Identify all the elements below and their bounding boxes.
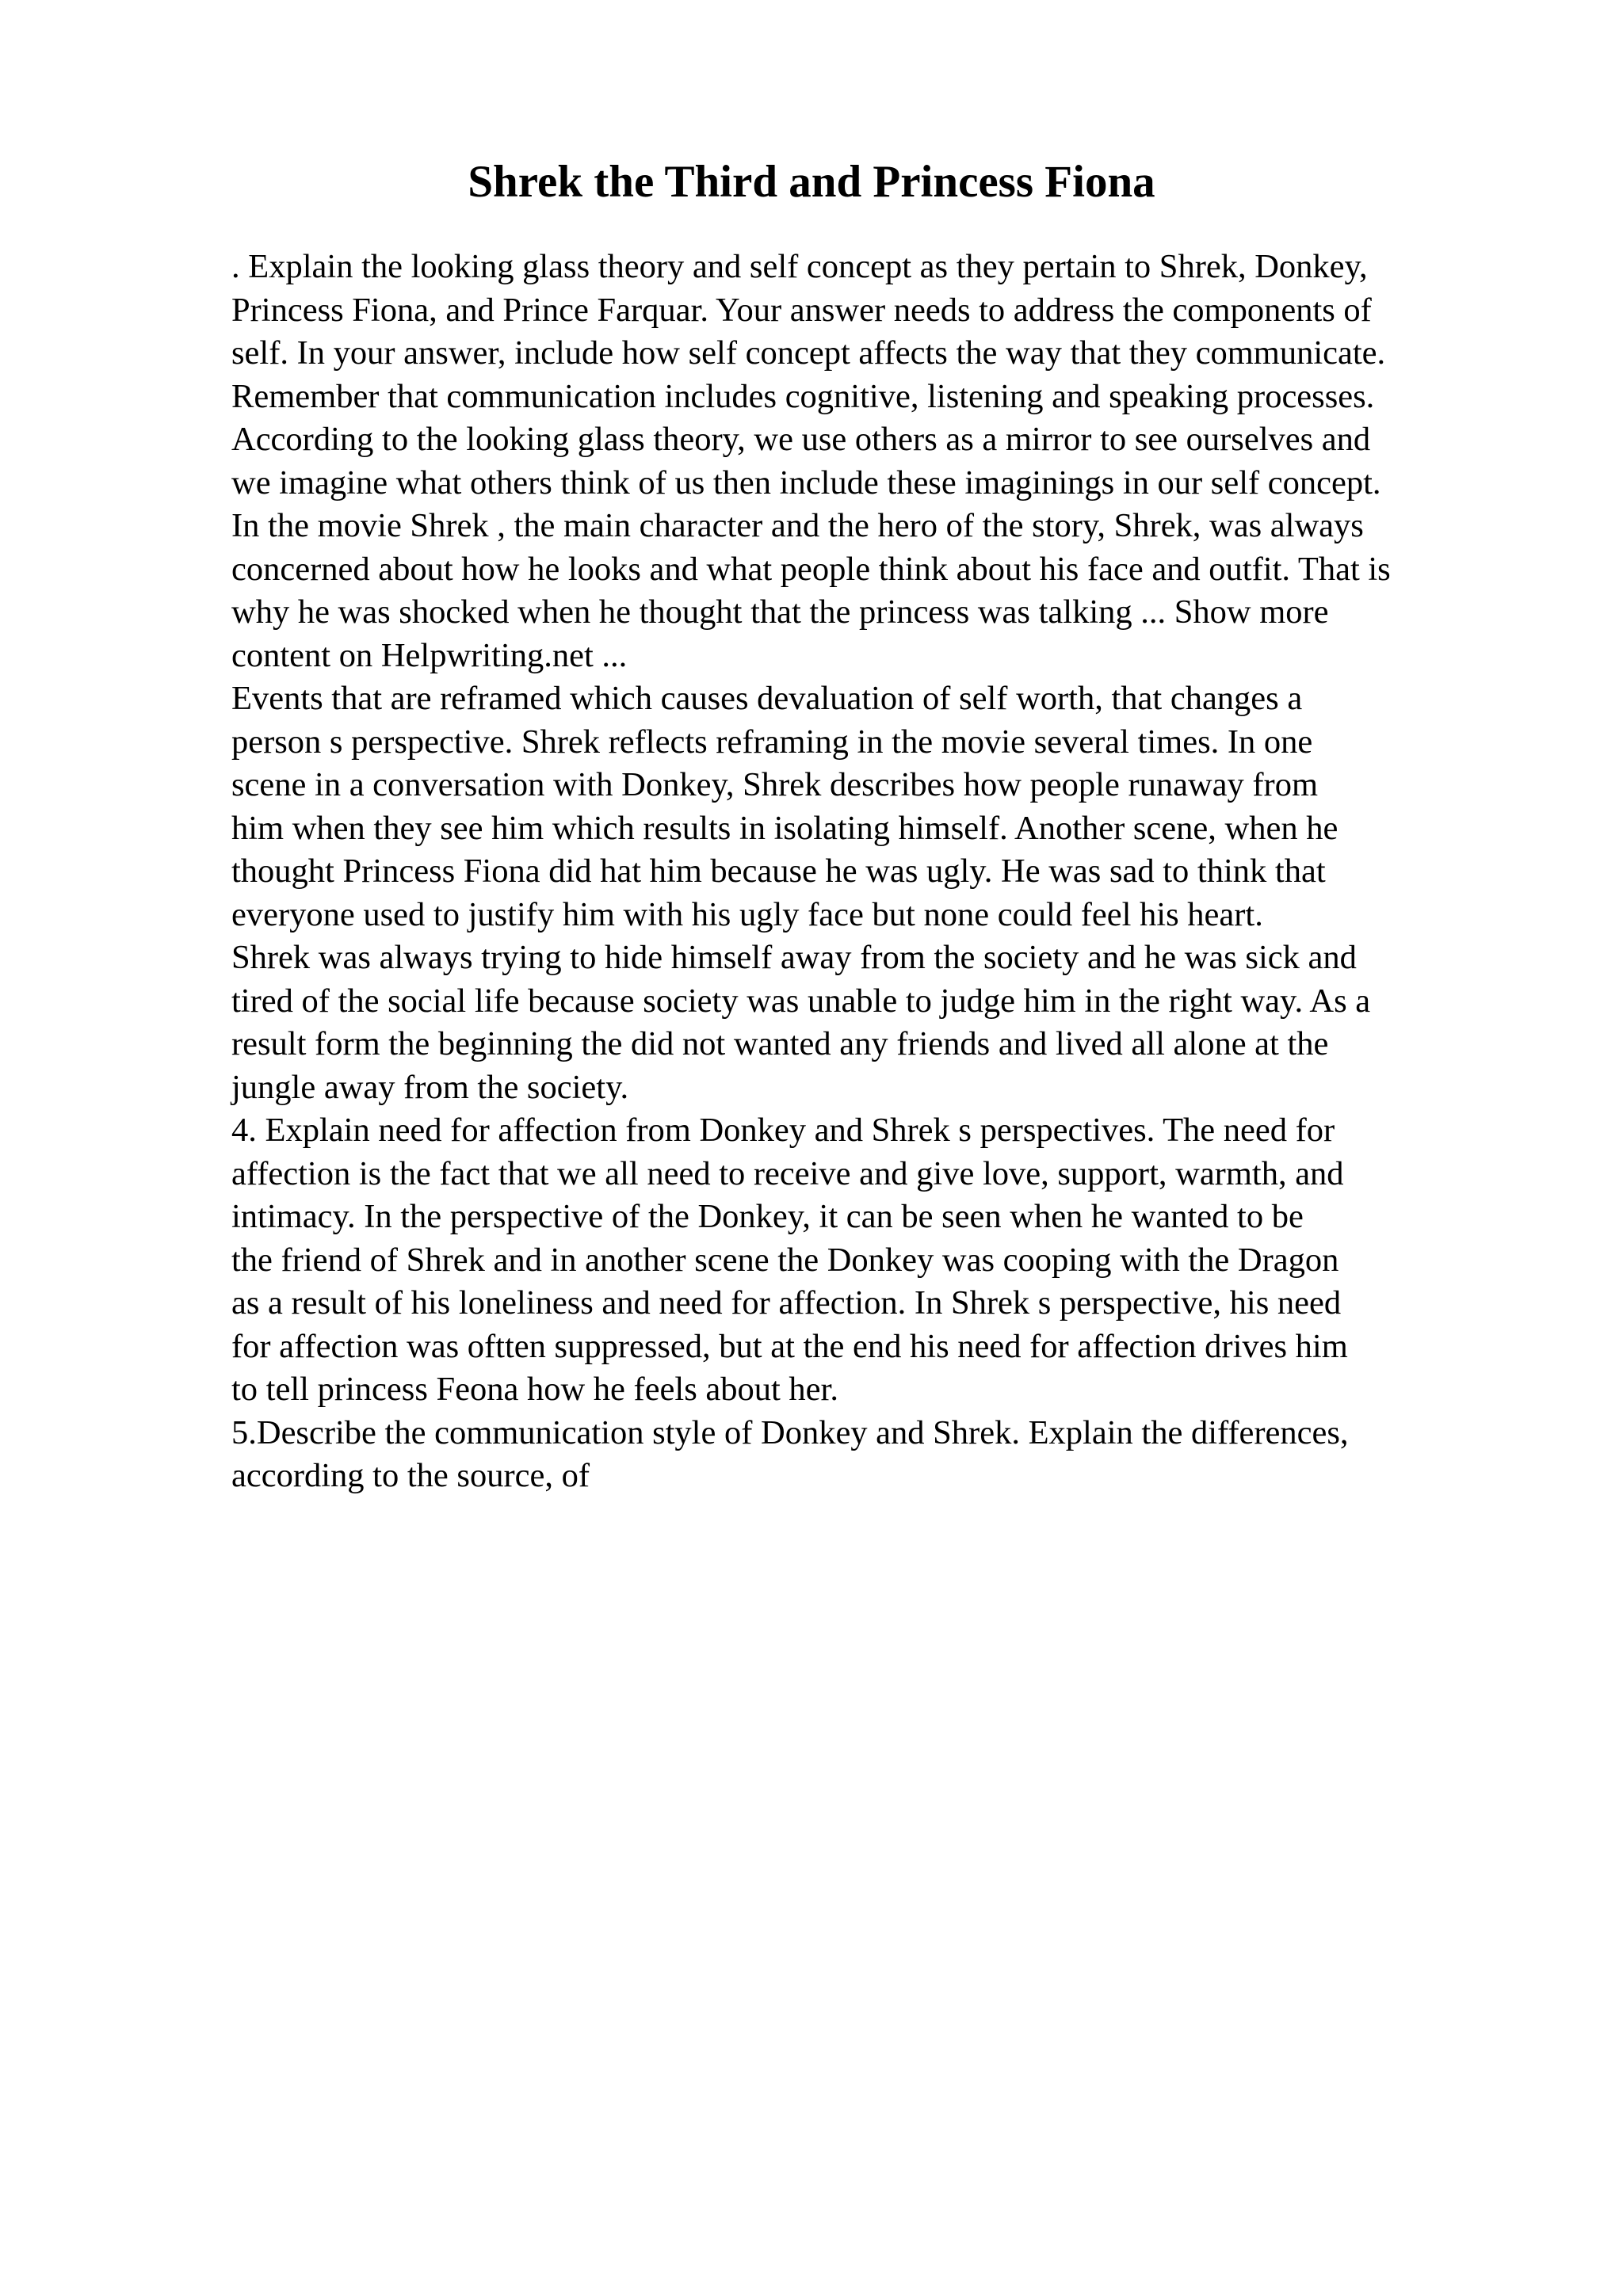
text-line: Events that are reframed which causes devaluation of self worth, that changes a: [231, 680, 1303, 717]
text-line: result form the beginning the did not wanted any friends and lived all alone at the: [231, 1025, 1329, 1062]
text-line: everyone used to justify him with his ugly face but none could feel his heart.: [231, 895, 1263, 933]
text-line: him when they see him which results in isolating himself. Another scene, when he: [231, 809, 1338, 847]
text-line: intimacy. In the perspective of the Donkey, it can be seen when he wanted to be: [231, 1198, 1304, 1235]
document-body: [231, 246, 1531, 1498]
text-line: scene in a conversation with Donkey, Shrek describes how people runaway from: [231, 766, 1318, 803]
text-line: content on Helpwriting.net ...: [231, 636, 628, 674]
text-line: According to the looking glass theory, we use others as a mirror to see ourselves and: [231, 421, 1371, 458]
text-line: for affection was oftten suppressed, but at the end his need for affection drives him: [231, 1327, 1348, 1365]
text-line: Princess Fiona, and Prince Farquar. Your answer needs to address the components of: [231, 291, 1372, 329]
text-line: Shrek was always trying to hide himself away from the society and he was sick and: [231, 939, 1357, 976]
text-line: self. In your answer, include how self concept affects the way that they communicate.: [231, 334, 1386, 372]
text-line: . Explain the looking glass theory and self concept as they pertain to Shrek, Donkey,: [231, 248, 1368, 285]
text-line: why he was shocked when he thought that the princess was talking ... Show more: [231, 593, 1329, 631]
text-line: thought Princess Fiona did hat him because he was ugly. He was sad to think that: [231, 852, 1326, 890]
text-line: we imagine what others think of us then include these imaginings in our self concept.: [231, 463, 1381, 502]
text-line: Remember that communication includes cognitive, listening and speaking processes.: [231, 377, 1375, 415]
text-line: affection is the fact that we all need to receive and give love, support, warmth, and: [231, 1154, 1344, 1192]
text-line: according to the source, of: [231, 1457, 590, 1494]
text-line: concerned about how he looks and what people think about his face and outfit. That is: [231, 550, 1391, 588]
document-title: Shrek the Third and Princess Fiona: [468, 157, 1155, 207]
text-line: jungle away from the society.: [231, 1068, 629, 1106]
text-line: as a result of his loneliness and need for affection. In Shrek s perspective, his need: [231, 1284, 1342, 1322]
text-line: 5.Describe the communication style of Donkey and Shrek. Explain the differences,: [231, 1413, 1349, 1451]
text-line: the friend of Shrek and in another scene the Donkey was cooping with the Dragon: [231, 1241, 1339, 1279]
text-line: tired of the social life because society was unable to judge him in the right way. As a: [231, 982, 1371, 1020]
text-line: to tell princess Feona how he feels about her.: [231, 1371, 838, 1408]
text-line: In the movie Shrek , the main character and the hero of the story, Shrek, was always: [231, 507, 1364, 544]
text-line: 4. Explain need for affection from Donkey and Shrek s perspectives. The need for: [231, 1112, 1335, 1149]
text-line: person s perspective. Shrek reflects reframing in the movie several times. In one: [231, 723, 1313, 761]
